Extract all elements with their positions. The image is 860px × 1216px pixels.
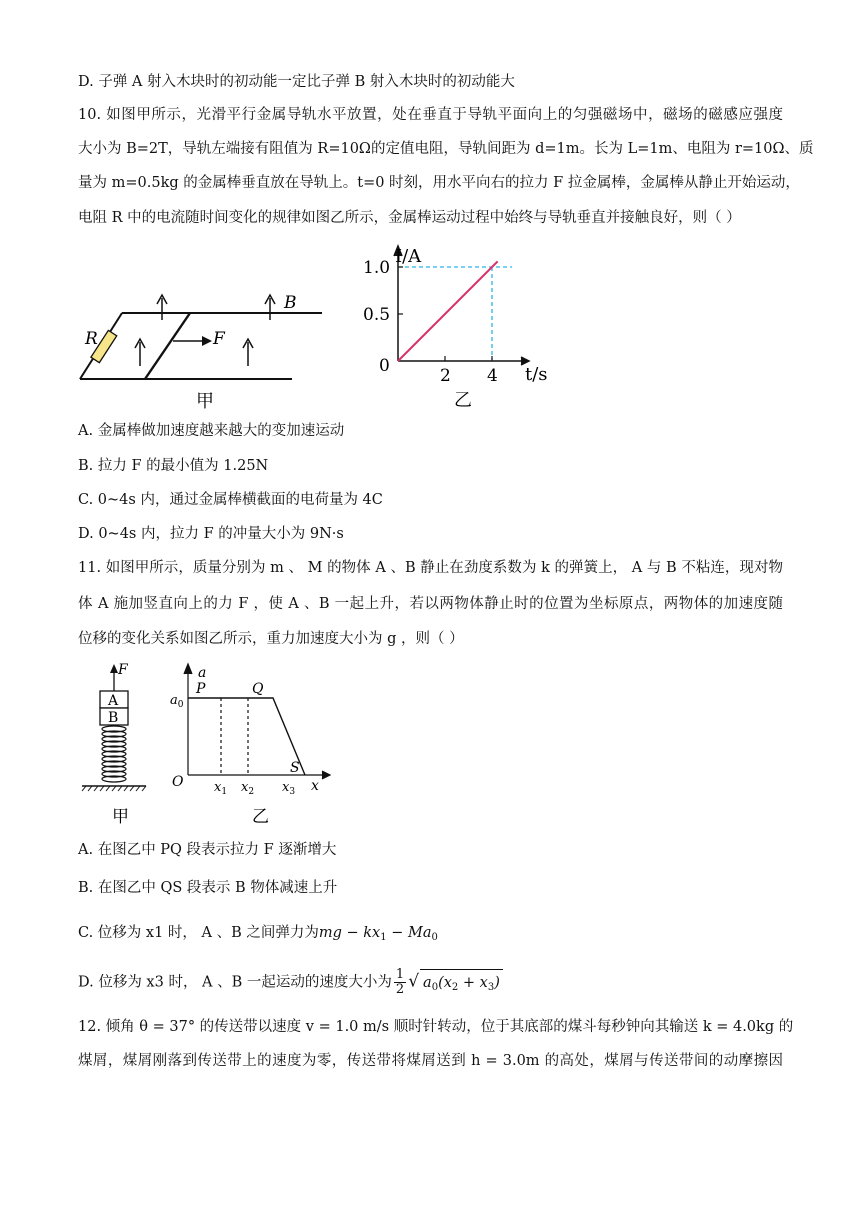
label-P: P <box>196 681 206 697</box>
series-line <box>398 261 498 361</box>
q11-stem-line3: 位移的变化关系如图乙所示，重力加速度大小为 g ，则（ ） <box>78 631 464 647</box>
metal-rod <box>145 313 190 379</box>
x-tick-label: 2 <box>440 366 451 386</box>
q12-stem-line1: 12. 倾角 θ = 37° 的传送带以速度 v = 1.0 m/s 顺时针转动，位于其底部的煤斗每秒钟向其输送 k = 4.0kg 的 <box>78 1019 794 1035</box>
y-tick-label: 0.5 <box>363 305 391 325</box>
caption-jia: 甲 <box>196 391 214 412</box>
q10-option-d: D. 0~4s 内，拉力 F 的冲量大小为 9N·s <box>78 526 344 542</box>
label-F: F <box>118 662 128 678</box>
q11-option-d: D. 位移为 x3 时， A 、B 一起运动的速度大小为 $\frac{1}{2}$ √ $a_0(x_2 + x_3)$ <box>78 968 783 1001</box>
spring-icon <box>102 726 126 782</box>
q10-figure-jia <box>70 280 340 415</box>
caption-yi: 乙 <box>454 390 472 411</box>
q11-stem-line1: 11. 如图甲所示，质量分别为 m 、 M 的物体 A 、B 静止在劲度系数为 k 的弹簧上， A 与 B 不粘连，现对物 <box>78 560 783 576</box>
q10-option-c: C. 0~4s 内，通过金属棒横截面的电荷量为 4C <box>78 492 383 508</box>
q11-figure-yi <box>168 658 338 830</box>
q11-stem-line2: 体 A 施加竖直向上的力 F ，使 A 、B 一起上升，若以两物体静止时的位置为坐标原点，两物体的加速度随 <box>78 596 783 612</box>
q11-option-c <box>78 923 783 948</box>
label-S: S <box>290 760 300 776</box>
q9-option-d: D. 子弹 A 射入木块时的初动能一定比子弹 B 射入木块时的初动能大 <box>78 74 515 90</box>
q11-option-d-text: D. 位移为 x3 时， A 、B 一起运动的速度大小为 <box>78 974 392 991</box>
caption-jia: 甲 <box>112 807 129 827</box>
label-B: B <box>284 293 297 313</box>
origin-label: 0 <box>379 356 390 376</box>
tick-x3: $x_3$ <box>282 780 296 797</box>
q10-stem-line4: 电阻 R 中的电流随时间变化的规律如图乙所示，金属棒运动过程中始终与导轨垂直并接触良好，则（ ） <box>78 210 741 226</box>
label-Q: Q <box>252 681 264 697</box>
tick-x1: $x_1$ <box>214 780 228 797</box>
q11-option-c-text: C. 位移为 x1 时， A 、B 之间弹力为 <box>78 925 319 941</box>
y-tick-label: 1.0 <box>363 258 391 278</box>
x-axis-label: t/s <box>525 364 548 385</box>
x-tick-label: 4 <box>487 366 498 386</box>
label-O: O <box>172 774 184 790</box>
q11-option-b: B. 在图乙中 QS 段表示 B 物体减速上升 <box>78 880 338 896</box>
label-a: a <box>198 665 207 681</box>
q10-option-b: B. 拉力 F 的最小值为 1.25N <box>78 458 269 474</box>
q10-stem-line1: 10. 如图甲所示，光滑平行金属导轨水平放置，处在垂直于导轨平面向上的匀强磁场中，磁场的磁感应强度 <box>78 107 783 123</box>
q12-stem-line2: 煤屑，煤屑刚落到传送带上的速度为零，传送带将煤屑送到 h = 3.0m 的高处，煤屑与传送带间的动摩擦因 <box>78 1053 783 1069</box>
q10-figure-yi <box>355 238 570 413</box>
label-F: F <box>213 329 225 349</box>
q11-option-a: A. 在图乙中 PQ 段表示拉力 F 逐渐增大 <box>78 842 337 858</box>
label-x: x <box>311 778 319 794</box>
caption-yi: 乙 <box>252 807 269 827</box>
label-R: R <box>85 329 98 349</box>
q11-option-c-formula: mg − $kx_1 - Ma_0$ <box>318 925 438 943</box>
q10-option-a: A. 金属棒做加速度越来越大的变加速运动 <box>78 423 345 439</box>
q10-stem-line3: 量为 m=0.5kg 的金属棒垂直放在导轨上。t=0 时刻，用水平向右的拉力 F 拉金属棒，金属棒从静止开始运动， <box>78 175 800 191</box>
label-a0: $a_0$ <box>170 693 184 710</box>
label-A: A <box>108 693 119 709</box>
label-B: B <box>108 710 119 726</box>
a-x-curve <box>188 698 305 775</box>
q10-stem-line2: 大小为 B=2T，导轨左端接有阻值为 R=10Ω的定值电阻，导轨间距为 d=1m。长为 L=1m、电阻为 r=10Ω、质 <box>78 141 814 157</box>
q11-option-d-formula: $\frac{1}{2}$ <box>395 967 405 997</box>
magnetic-field-arrows <box>135 295 275 366</box>
tick-x2: $x_2$ <box>241 780 255 797</box>
y-axis-label: I/A <box>395 246 422 267</box>
q11-figure-jia <box>78 658 153 830</box>
